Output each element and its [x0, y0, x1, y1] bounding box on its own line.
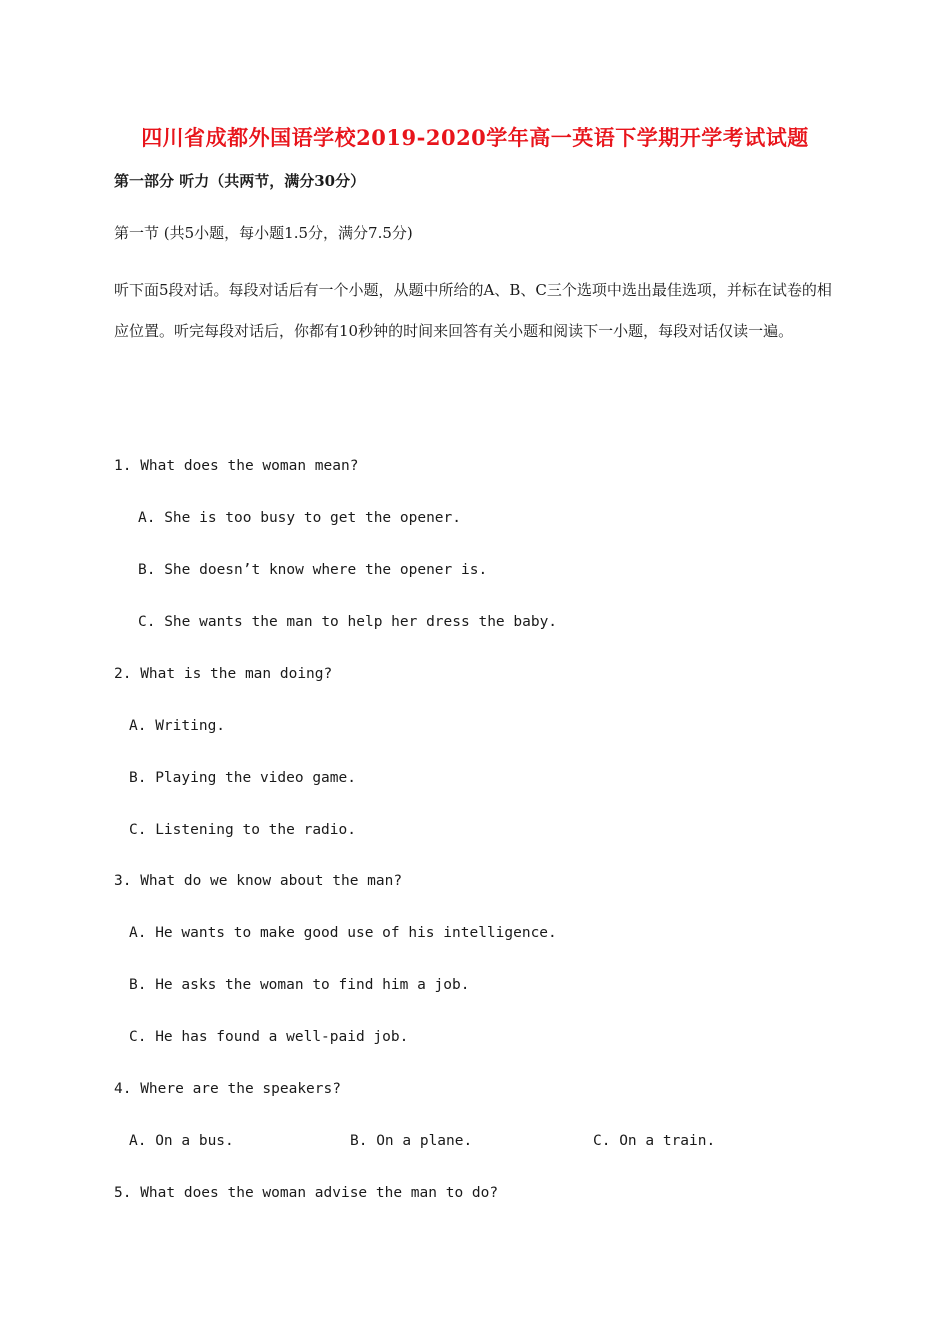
- question-1-option-b: B. She doesn’t know where the opener is.: [138, 562, 488, 578]
- question-1-option-a: A. She is too busy to get the opener.: [138, 510, 462, 526]
- question-1-option-c: C. She wants the man to help her dress the baby.: [138, 614, 558, 630]
- question-2-option-c: C. Listening to the radio.: [129, 822, 356, 838]
- part-heading: 第一部分 听力（共两节，满分30分）: [114, 172, 366, 190]
- document-title: 四川省成都外国语学校2019-2020学年高一英语下学期开学考试试题: [141, 125, 809, 150]
- question-3-option-a: A. He wants to make good use of his intelligence.: [129, 925, 557, 941]
- section-heading: 第一节 (共5小题，每小题1.5分，满分7.5分): [114, 224, 413, 242]
- question-3-option-c: C. He has found a well-paid job.: [129, 1029, 409, 1045]
- question-1-stem: 1. What does the woman mean?: [114, 458, 359, 474]
- question-4-option-c: C. On a train.: [593, 1133, 716, 1149]
- instructions-paragraph: 听下面5段对话。每段对话后有一个小题，从题中所给的A、B、C三个选项中选出最佳选项，并标在试卷的相应位置。听完每段对话后，你都有10秒钟的时间来回答有关小题和阅读下一小题，每段对话仅读一遍。: [114, 281, 832, 340]
- question-4-stem: 4. Where are the speakers?: [114, 1081, 341, 1097]
- question-5-stem: 5. What does the woman advise the man to do?: [114, 1185, 499, 1201]
- question-2-option-b: B. Playing the video game.: [129, 770, 356, 786]
- question-2-stem: 2. What is the man doing?: [114, 666, 333, 682]
- question-2-option-a: A. Writing.: [129, 718, 226, 734]
- question-4-option-b: B. On a plane.: [350, 1133, 473, 1149]
- question-3-stem: 3. What do we know about the man?: [114, 873, 403, 889]
- question-3-option-b: B. He asks the woman to find him a job.: [129, 977, 470, 993]
- question-4-option-a: A. On a bus.: [129, 1133, 234, 1149]
